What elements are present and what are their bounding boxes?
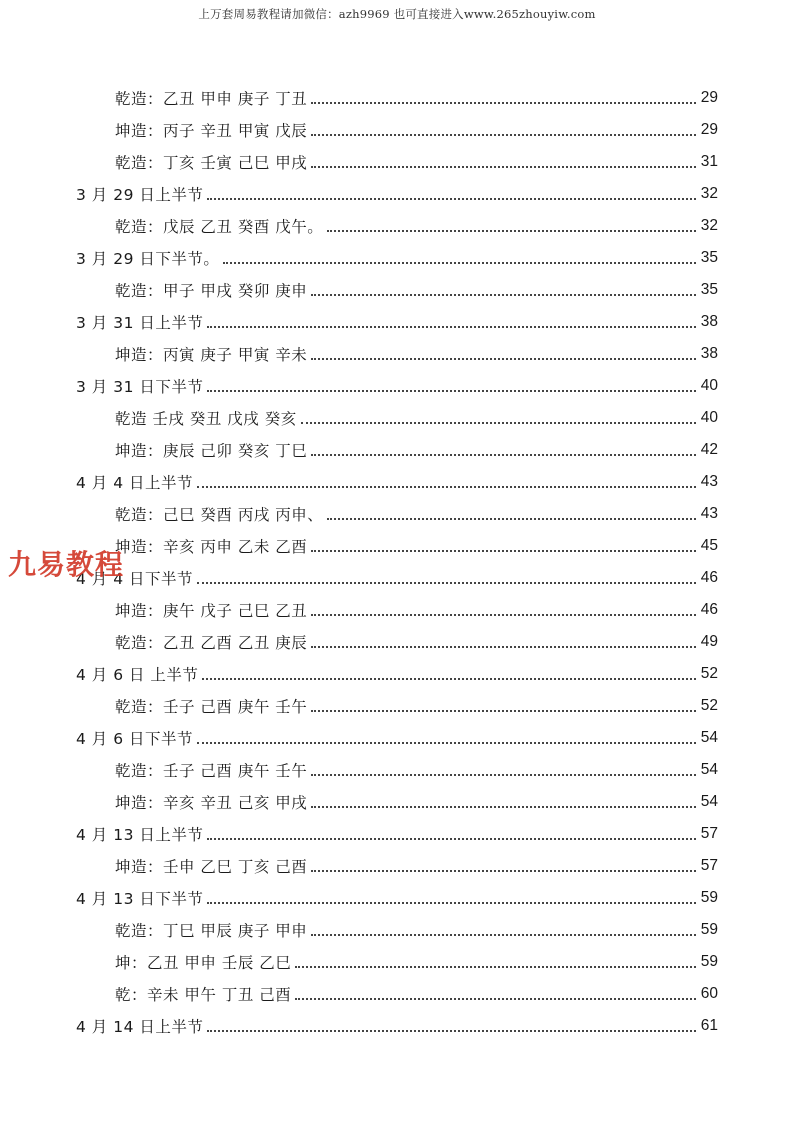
toc-page-number: 32 — [700, 217, 718, 234]
toc-dot-leader — [207, 198, 696, 200]
toc-dot-leader — [301, 422, 696, 424]
toc-entry-title: 3 月 31 日下半节 — [76, 378, 204, 396]
toc-entry-title: 3 月 31 日上半节 — [76, 314, 204, 332]
toc-subentry[interactable] — [115, 114, 718, 146]
toc-section-entry[interactable] — [76, 466, 718, 498]
toc-page-number: 35 — [700, 249, 718, 266]
toc-entry-title: 4 月 13 日上半节 — [76, 826, 204, 844]
toc-entry-title: 4 月 6 日 上半节 — [76, 666, 199, 684]
toc-page-number: 35 — [700, 281, 718, 298]
toc-section-entry[interactable] — [76, 882, 718, 914]
toc-dot-leader — [207, 1030, 696, 1032]
toc-dot-leader — [311, 934, 696, 936]
toc-dot-leader — [311, 870, 696, 872]
toc-entry-title: 坤造：庚午 戊子 己巳 乙丑 — [115, 602, 308, 620]
toc-page-number: 32 — [700, 185, 718, 202]
toc-dot-leader — [311, 710, 696, 712]
toc-section-entry[interactable] — [76, 1010, 718, 1042]
toc-page-number: 54 — [700, 729, 718, 746]
toc-entry-title: 坤造：丙子 辛丑 甲寅 戊辰 — [115, 122, 308, 140]
toc-page-number: 59 — [700, 889, 718, 906]
toc-page-number: 43 — [700, 473, 718, 490]
toc-dot-leader — [311, 454, 696, 456]
toc-entry-title: 乾造：丁亥 壬寅 己巳 甲戌 — [115, 154, 308, 172]
toc-subentry[interactable] — [115, 498, 718, 530]
toc-dot-leader — [311, 774, 696, 776]
toc-page-number: 49 — [700, 633, 718, 650]
toc-subentry[interactable] — [115, 82, 718, 114]
toc-entry-title: 4 月 13 日下半节 — [76, 890, 204, 908]
toc-dot-leader — [311, 646, 696, 648]
toc-subentry[interactable] — [115, 530, 718, 562]
toc-page-number: 42 — [700, 441, 718, 458]
toc-dot-leader — [207, 390, 696, 392]
toc-entry-title: 坤造：壬申 乙巳 丁亥 己酉 — [115, 858, 308, 876]
toc-dot-leader — [311, 294, 696, 296]
toc-subentry[interactable] — [115, 978, 718, 1010]
toc-section-entry[interactable] — [76, 562, 718, 594]
toc-subentry[interactable] — [115, 338, 718, 370]
toc-entry-title: 乾造：丁巳 甲辰 庚子 甲申 — [115, 922, 308, 940]
toc-subentry[interactable] — [115, 850, 718, 882]
toc-entry-title: 3 月 29 日上半节 — [76, 186, 204, 204]
toc-dot-leader — [197, 486, 696, 488]
toc-entry-title: 乾造：壬子 己酉 庚午 壬午 — [115, 762, 308, 780]
page-header: 上万套周易教程请加微信：azh9969 也可直接进入www.265zhouyiw.com — [198, 7, 596, 21]
watermark-logo: 九易教程 — [8, 548, 125, 581]
toc-entry-title: 坤造：辛亥 辛丑 己亥 甲戌 — [115, 794, 308, 812]
toc-subentry[interactable] — [115, 690, 718, 722]
toc-dot-leader — [311, 166, 696, 168]
toc-page-number: 45 — [700, 537, 718, 554]
toc-page-number: 52 — [700, 665, 718, 682]
toc-dot-leader — [311, 550, 696, 552]
toc-entry-title: 坤：乙丑 甲申 壬辰 乙巳 — [115, 954, 292, 972]
toc-subentry[interactable] — [115, 594, 718, 626]
toc-entry-title: 乾造：己巳 癸酉 丙戌 丙申、 — [115, 506, 324, 524]
toc-dot-leader — [311, 102, 696, 104]
toc-subentry[interactable] — [115, 754, 718, 786]
toc-page-number: 38 — [700, 345, 718, 362]
toc-dot-leader — [197, 742, 696, 744]
toc-page-number: 40 — [700, 409, 718, 426]
toc-page-number: 46 — [700, 569, 718, 586]
toc-subentry[interactable] — [115, 914, 718, 946]
toc-page-number: 43 — [700, 505, 718, 522]
toc-section-entry[interactable] — [76, 818, 718, 850]
toc-dot-leader — [207, 902, 696, 904]
toc-entry-title: 4 月 6 日下半节 — [76, 730, 194, 748]
toc-subentry[interactable] — [115, 786, 718, 818]
toc-dot-leader — [311, 806, 696, 808]
toc-subentry[interactable] — [115, 946, 718, 978]
toc-page-number: 52 — [700, 697, 718, 714]
toc-dot-leader — [295, 998, 696, 1000]
toc-section-entry[interactable] — [76, 178, 718, 210]
toc-dot-leader — [311, 358, 696, 360]
toc-page-number: 40 — [700, 377, 718, 394]
toc-subentry[interactable] — [115, 274, 718, 306]
toc-entry-title: 乾造：乙丑 乙酉 乙丑 庚辰 — [115, 634, 308, 652]
toc-subentry[interactable] — [115, 146, 718, 178]
toc-dot-leader — [207, 326, 696, 328]
toc-page-number: 46 — [700, 601, 718, 618]
toc-entry-title: 乾造：乙丑 甲申 庚子 丁丑 — [115, 90, 308, 108]
toc-dot-leader — [327, 518, 696, 520]
toc-page-number: 29 — [700, 89, 718, 106]
toc-subentry[interactable] — [115, 210, 718, 242]
toc-subentry[interactable] — [115, 434, 718, 466]
toc-section-entry[interactable] — [76, 722, 718, 754]
toc-dot-leader — [207, 838, 696, 840]
toc-entry-title: 乾：辛未 甲午 丁丑 己酉 — [115, 986, 292, 1004]
toc-section-entry[interactable] — [76, 306, 718, 338]
toc-page-number: 29 — [700, 121, 718, 138]
toc-section-entry[interactable] — [76, 242, 718, 274]
toc-entry-title: 4 月 4 日下半节 — [76, 570, 194, 588]
toc-dot-leader — [327, 230, 696, 232]
toc-subentry[interactable] — [115, 626, 718, 658]
toc-entry-title: 3 月 29 日下半节。 — [76, 250, 220, 268]
toc-entry-title: 乾造：戊辰 乙丑 癸酉 戊午。 — [115, 218, 324, 236]
toc-page-number: 57 — [700, 825, 718, 842]
toc-entry-title: 乾造：壬子 己酉 庚午 壬午 — [115, 698, 308, 716]
toc-entry-title: 乾造：甲子 甲戌 癸卯 庚申 — [115, 282, 308, 300]
toc-dot-leader — [311, 134, 696, 136]
toc-page-number: 54 — [700, 793, 718, 810]
toc-page-number: 59 — [700, 921, 718, 938]
toc-page-number: 54 — [700, 761, 718, 778]
toc-dot-leader — [311, 614, 696, 616]
toc-dot-leader — [295, 966, 696, 968]
toc-section-entry[interactable] — [76, 658, 718, 690]
toc-dot-leader — [223, 262, 696, 264]
toc-entry-title: 4 月 14 日上半节 — [76, 1018, 204, 1036]
toc-entry-title: 坤造：辛亥 丙申 乙未 乙酉 — [115, 538, 308, 556]
toc-entry-title: 坤造：庚辰 己卯 癸亥 丁巳 — [115, 442, 308, 460]
toc-dot-leader — [197, 582, 696, 584]
toc-page-number: 57 — [700, 857, 718, 874]
toc-entry-title: 乾造 壬戌 癸丑 戊戌 癸亥 — [115, 410, 297, 428]
toc-dot-leader — [202, 678, 696, 680]
toc-page-number: 31 — [700, 153, 718, 170]
toc-section-entry[interactable] — [76, 370, 718, 402]
toc-page-number: 38 — [700, 313, 718, 330]
toc-entry-title: 坤造：丙寅 庚子 甲寅 辛未 — [115, 346, 308, 364]
toc-page-number: 59 — [700, 953, 718, 970]
toc-page-number: 61 — [700, 1017, 718, 1034]
toc-subentry[interactable] — [115, 402, 718, 434]
toc-entry-title: 4 月 4 日上半节 — [76, 474, 194, 492]
toc-page-number: 60 — [700, 985, 718, 1002]
